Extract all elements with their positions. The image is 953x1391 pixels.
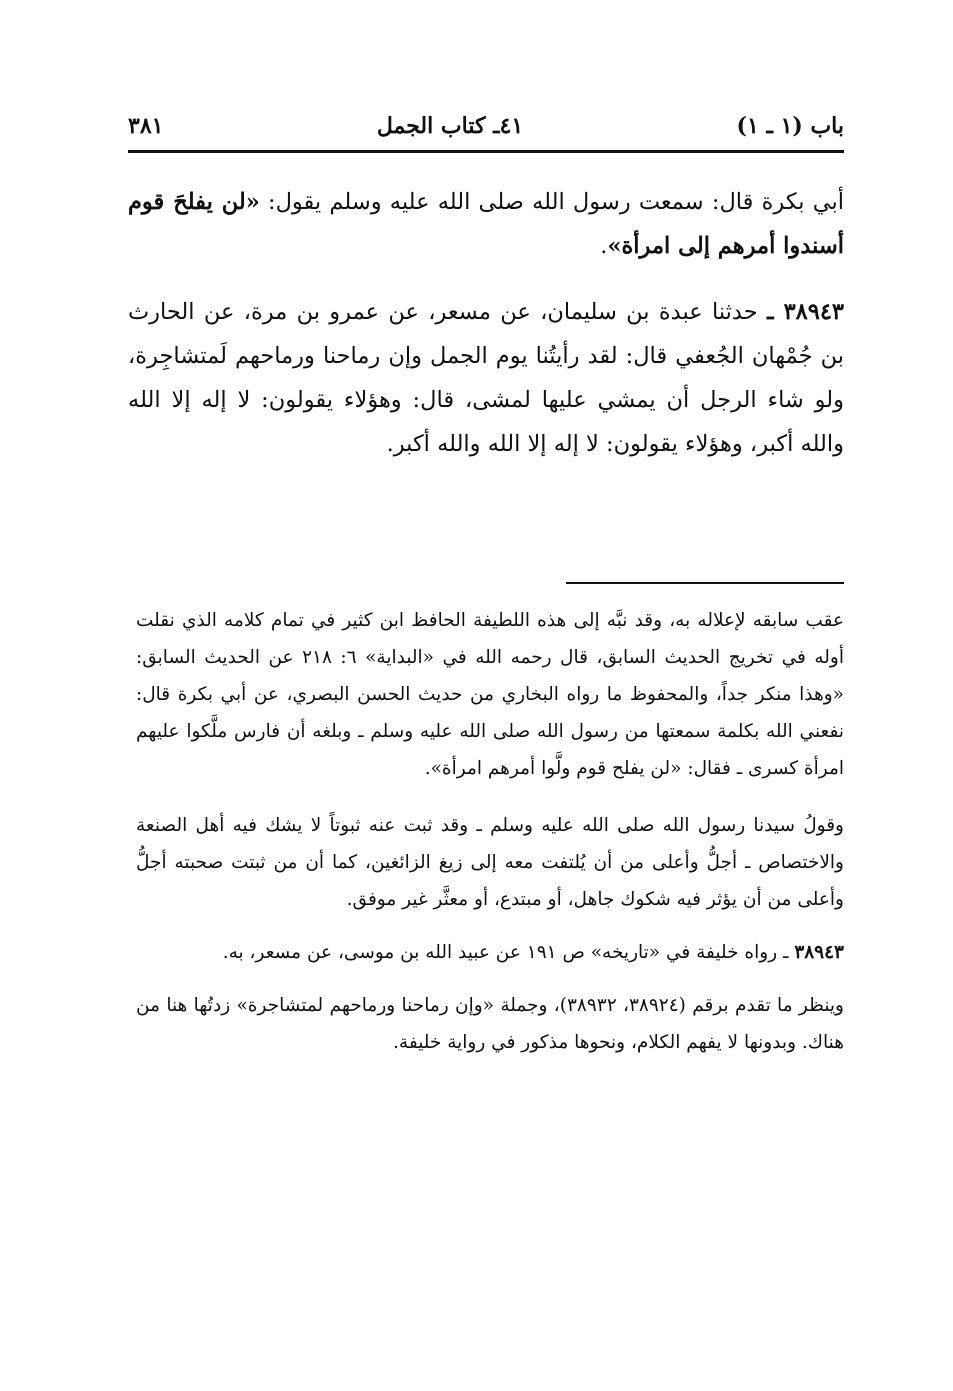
header-rule [128, 150, 844, 153]
footnotes [136, 602, 844, 1077]
footnote-hadith-number: ٣٨٩٤٣ [794, 942, 844, 963]
footnote-separator [566, 582, 844, 584]
page-header [128, 104, 844, 148]
book-title: ٤١ـ كتاب الجمل [376, 113, 524, 139]
footnote-paragraph [136, 934, 844, 971]
continuation-text: أبي بكرة قال: سمعت رسول الله صلى الله عليه وسلم يقول: [259, 189, 844, 215]
main-text [128, 180, 844, 466]
continuation-end: . [600, 233, 608, 259]
hadith-paragraph [128, 290, 844, 466]
footnote-paragraph: وينظر ما تقدم برقم (٣٨٩٢٤، ٣٨٩٣٢)، وجملة «وإن رماحنا ورماحهم لمتشاجرة» زدتُها هنا من هناك. وبدونها لا يفهم الكلام، ونحوها مذكور في رواية خليفة. [136, 995, 844, 1053]
page-number: ٣٨١ [128, 113, 164, 139]
footnote-paragraph: عقب سابقه لإعلاله به، وقد نبَّه إلى هذه اللطيفة الحافظ ابن كثير في تمام كلامه الذي نقلت أوله في تخريج الحديث السابق، قال رحمه الله في «البداية» ٦: ٢١٨ عن الحديث السابق: «وهذا منكر جداً، والمحفوظ ما رواه البخاري من حديث الحسن البصري، عن أبي بكرة قال: نفعني الله بكلمة سمعتها من رسول الله صلى الله عليه وسلم ـ وبلغه أن فارس ملَّكوا عليهم امرأة كسرى ـ فقال: «لن يفلح قوم ولَّوا أمرهم امرأة». [136, 610, 844, 779]
quoted-hadith: «لن يفلحَ قوم أسندوا أمرهم إلى امرأة» [128, 189, 844, 259]
chapter-label: باب (١ ـ ١) [736, 113, 844, 139]
continuation-paragraph [128, 180, 844, 268]
footnote-text: ـ رواه خليفة في «تاريخه» ص ١٩١ عن عبيد الله بن موسى، عن مسعر، به. [222, 942, 795, 963]
hadith-text: حدثنا عبدة بن سليمان، عن مسعر، عن عمرو بن مرة، عن الحارث بن جُمْهان الجُعفي قال: لقد رأيتُنا يوم الجمل وإن رماحنا ورماحهم لَمتشاجِرة، ولو شاء الرجل أن يمشي عليها لمشى، قال: وهؤلاء يقولون: لا إله إلا الله والله أكبر، وهؤلاء يقولون: لا إله إلا الله والله أكبر. [128, 299, 844, 457]
footnote-paragraph: وقولُ سيدنا رسول الله صلى الله عليه وسلم ـ وقد ثبت عنه ثبوتاً لا يشك فيه أهل الصنعة والاختصاص ـ أجلُّ وأعلى من أن يُلتفت معه إلى زيغ الزائغين، كما أن من ثبتت صحبته أجلُّ وأعلى من أن يؤثر فيه شكوك جاهل، أو مبتدع، أو معثَّر غير موفق. [136, 815, 844, 910]
hadith-number: ٣٨٩٤٣ ـ [766, 299, 844, 325]
